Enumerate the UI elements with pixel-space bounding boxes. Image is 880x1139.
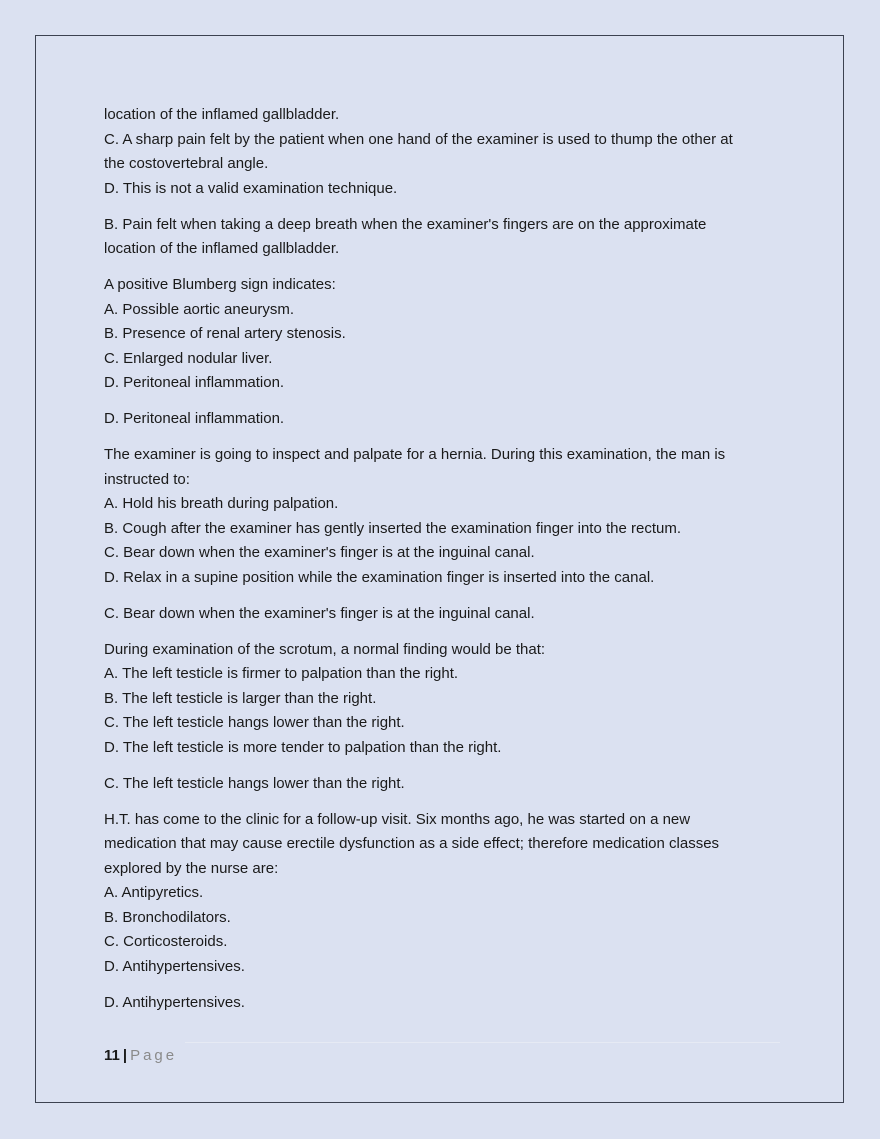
- answer-key: [104, 602, 784, 627]
- question-hernia: [104, 443, 784, 590]
- answer-text: C. The left testicle hangs lower than the right.: [104, 774, 405, 792]
- answer-option: D. Peritoneal inflammation.: [104, 374, 285, 391]
- answer-option: C. The left testicle hangs lower than the right.: [104, 714, 405, 731]
- question-stem: instructed to:: [104, 470, 190, 488]
- question-stem: During examination of the scrotum, a normal finding would be that:: [104, 640, 546, 658]
- question-stem: medication that may cause erectile dysfunction as a side effect; therefore medication classes: [104, 835, 720, 852]
- footer-divider: [185, 1042, 780, 1043]
- answer-key: [104, 772, 784, 797]
- answer-option: D. Antihypertensives.: [104, 957, 245, 975]
- answer-key: [104, 991, 784, 1016]
- answer-option: A. Hold his breath during palpation.: [104, 495, 339, 512]
- answer-option: A. Possible aortic aneurysm.: [104, 300, 295, 318]
- answer-option: C. Corticosteroids.: [104, 933, 228, 950]
- answer-text: B. Pain felt when taking a deep breath when the examiner's fingers are on the approximate: [104, 215, 707, 233]
- document-body: [104, 103, 784, 1027]
- question-stem: H.T. has come to the clinic for a follow-up visit. Six months ago, he was started on a new: [104, 810, 691, 828]
- question-stem: The examiner is going to inspect and palpate for a hernia. During this examination, the man is: [104, 446, 726, 463]
- answer-option: D. The left testicle is more tender to palpation than the right.: [104, 738, 502, 756]
- page-footer: [104, 1045, 177, 1067]
- answer-option: C. Enlarged nodular liver.: [104, 349, 273, 367]
- question-scrotum: [104, 638, 784, 761]
- text-line: location of the inflamed gallbladder.: [104, 106, 340, 123]
- answer-option: A. The left testicle is firmer to palpation than the right.: [104, 665, 459, 682]
- question-continuation: [104, 103, 784, 201]
- answer-option: D. Relax in a supine position while the examination finger is inserted into the canal.: [104, 568, 655, 586]
- answer-option: C. A sharp pain felt by the patient when one hand of the examiner is used to thump the other at: [104, 130, 733, 148]
- answer-text: C. Bear down when the examiner's finger is at the inguinal canal.: [104, 604, 535, 622]
- page-number: 11: [104, 1047, 120, 1064]
- question-medication: [104, 808, 784, 980]
- text-line: the costovertebral angle.: [104, 155, 269, 172]
- answer-text: D. Peritoneal inflammation.: [104, 410, 285, 427]
- footer-separator: |: [122, 1047, 128, 1064]
- answer-text: D. Antihypertensives.: [104, 993, 245, 1011]
- answer-option: B. Bronchodilators.: [104, 908, 231, 926]
- answer-option: B. Presence of renal artery stenosis.: [104, 325, 346, 342]
- answer-option: B. The left testicle is larger than the right.: [104, 689, 377, 707]
- answer-option: D. This is not a valid examination technique.: [104, 179, 398, 197]
- question-stem: A positive Blumberg sign indicates:: [104, 276, 336, 293]
- answer-option: A. Antipyretics.: [104, 884, 204, 901]
- question-stem: explored by the nurse are:: [104, 859, 279, 877]
- answer-key: [104, 213, 784, 262]
- answer-option: B. Cough after the examiner has gently inserted the examination finger into the rectum.: [104, 519, 681, 537]
- page-label: Page: [130, 1047, 178, 1064]
- answer-text: location of the inflamed gallbladder.: [104, 240, 340, 257]
- answer-key: [104, 407, 784, 432]
- question-blumberg: [104, 273, 784, 396]
- answer-option: C. Bear down when the examiner's finger is at the inguinal canal.: [104, 544, 535, 561]
